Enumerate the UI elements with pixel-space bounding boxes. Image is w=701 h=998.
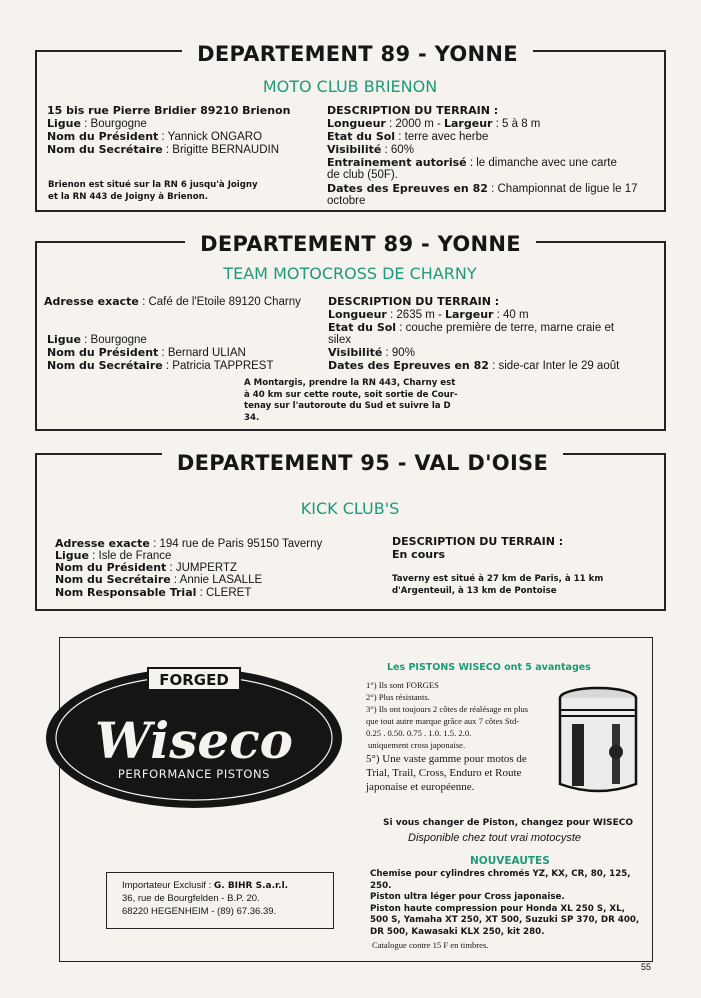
page-number: 55 [641, 962, 652, 972]
ad-nouveautes-title: NOUVEAUTES [470, 855, 550, 867]
brienon-visibility: Visibilité : 60% [327, 143, 414, 156]
charny-secretary: Nom du Secrétaire : Patricia TAPPREST [47, 359, 274, 372]
wiseco-brand-text: Wiseco [94, 711, 294, 770]
ad-catalogue: Catalogue contre 15 F en timbres. [372, 940, 489, 950]
importer-line2: 36, rue de Bourgfelden - B.P. 20. [122, 893, 260, 904]
charny-ligue: Ligue : Bourgogne [47, 333, 147, 346]
ad-adv3c: 0.25 . 0.50. 0.75 . 1.0. 1.5. 2.0. [366, 728, 472, 738]
kick-secretary: Nom du Secrétaire : Annie LASALLE [55, 573, 263, 586]
charny-visibility: Visibilité : 90% [328, 346, 415, 359]
ad-adv2: 2°) Plus résistants. [366, 692, 430, 702]
wiseco-logo [42, 658, 347, 813]
section-brienon-club: MOTO CLUB BRIENON [262, 77, 438, 96]
ad-adv5a: 5°) Une vaste gamme pour motos de [366, 753, 527, 765]
ad-adv3b: que tout autre marque grâce aux 7 côtes Std- [366, 716, 520, 726]
ad-nouveautes-list: Chemise pour cylindres chromés YZ, KX, CR, 80, 125, 250. Piston ultra léger pour Cross japonaise. Piston haute compression pour Honda XL 250 S, XL, 500 S, Yamaha XT 250, XT 500, Suzuki SP 370, DR 400, DR 500, Kawasaki KLX 250, kit 280. [370, 869, 640, 937]
charny-dates: Dates des Epreuves en 82 : side-car Inter le 29 août [328, 359, 620, 372]
brienon-president: Nom du Président : Yannick ONGARO [47, 130, 263, 143]
ad-availability: Disponible chez tout vrai motocyste [408, 832, 582, 844]
brienon-dates: Dates des Epreuves en 82 : Championnat de ligue le 17 [327, 182, 638, 195]
wiseco-forged-text: FORGED [159, 671, 229, 689]
brienon-ligue: Ligue : Bourgogne [47, 117, 147, 130]
kick-desc-title: DESCRIPTION DU TERRAIN : [392, 535, 564, 548]
charny-soil-2: silex [328, 334, 352, 346]
importer-line3: 68220 HEGENHEIM - (89) 67.36.39. [122, 906, 277, 917]
ad-adv5c: japonaise et européenne. [366, 781, 475, 793]
brienon-directions: Brienon est situé sur la RN 6 jusqu'à Joigny et la RN 443 de Joigny à Brienon. [48, 180, 258, 202]
kick-desc-value: En cours [392, 548, 446, 561]
ad-adv5b: Trial, Trail, Cross, Enduro et Route [366, 767, 522, 779]
charny-desc-title: DESCRIPTION DU TERRAIN : [328, 295, 500, 308]
piston-shadow [572, 724, 584, 786]
charny-length-width: Longueur : 2635 m - Largeur : 40 m [328, 308, 529, 321]
wiseco-tagline-text: PERFORMANCE PISTONS [117, 767, 271, 781]
ad-adv4: uniquement cross japonaise. [368, 740, 466, 750]
kick-address: Adresse exacte : 194 rue de Paris 95150 Taverny [55, 537, 323, 550]
brienon-soil: Etat du Sol : terre avec herbe [327, 130, 489, 143]
section-kick-club: KICK CLUB'S [300, 499, 400, 518]
ad-advantages-title: Les PISTONS WISECO ont 5 avantages [387, 662, 591, 673]
charny-address: Adresse exacte : Café de l'Etoile 89120 Charny [44, 295, 301, 308]
piston-body [560, 698, 636, 791]
kick-president: Nom du Président : JUMPERTZ [55, 561, 237, 574]
brienon-secretary: Nom du Secrétaire : Brigitte BERNAUDIN [47, 143, 280, 156]
charny-president: Nom du Président : Bernard ULIAN [47, 346, 246, 359]
brienon-address: 15 bis rue Pierre Bridier 89210 Brienon [47, 104, 291, 117]
ad-slogan: Si vous changer de Piston, changez pour WISECO [383, 818, 634, 828]
kick-trial: Nom Responsable Trial : CLERET [55, 586, 252, 599]
charny-soil: Etat du Sol : couche première de terre, marne craie et [328, 321, 615, 334]
brienon-training: Entrainement autorisé : le dimanche avec une carte [327, 156, 617, 169]
section-charny-department: DEPARTEMENT 89 - YONNE [185, 232, 536, 256]
brienon-dates-2: octobre [327, 195, 366, 207]
section-charny-club: TEAM MOTOCROSS DE CHARNY [223, 264, 477, 283]
section-kick-department: DEPARTEMENT 95 - VAL D'OISE [162, 451, 563, 475]
importer-line1: Importateur Exclusif : G. BIHR S.a.r.l. [122, 880, 289, 891]
piston-image [552, 684, 644, 802]
brienon-desc-title: DESCRIPTION DU TERRAIN : [327, 104, 499, 117]
charny-directions: A Montargis, prendre la RN 443, Charny est à 40 km sur cette route, soit sortie de Cour- tenay sur l'autoroute du Sud et suivre la D 34. [244, 378, 458, 423]
brienon-length-width: Longueur : 2000 m - Largeur : 5 à 8 m [327, 117, 541, 130]
ad-adv1: 1°) Ils sont FORGES [366, 680, 439, 690]
ad-adv3a: 3°) Ils ont toujours 2 côtes de réalésage en plus [366, 704, 529, 714]
section-brienon-department: DEPARTEMENT 89 - YONNE [182, 42, 533, 66]
brienon-training-2: de club (50F). [327, 169, 398, 181]
kick-directions: Taverny est situé à 27 km de Paris, à 11 km d'Argenteuil, à 13 km de Pontoise [392, 574, 604, 596]
kick-ligue: Ligue : Isle de France [55, 549, 172, 562]
piston-pin [609, 745, 623, 759]
